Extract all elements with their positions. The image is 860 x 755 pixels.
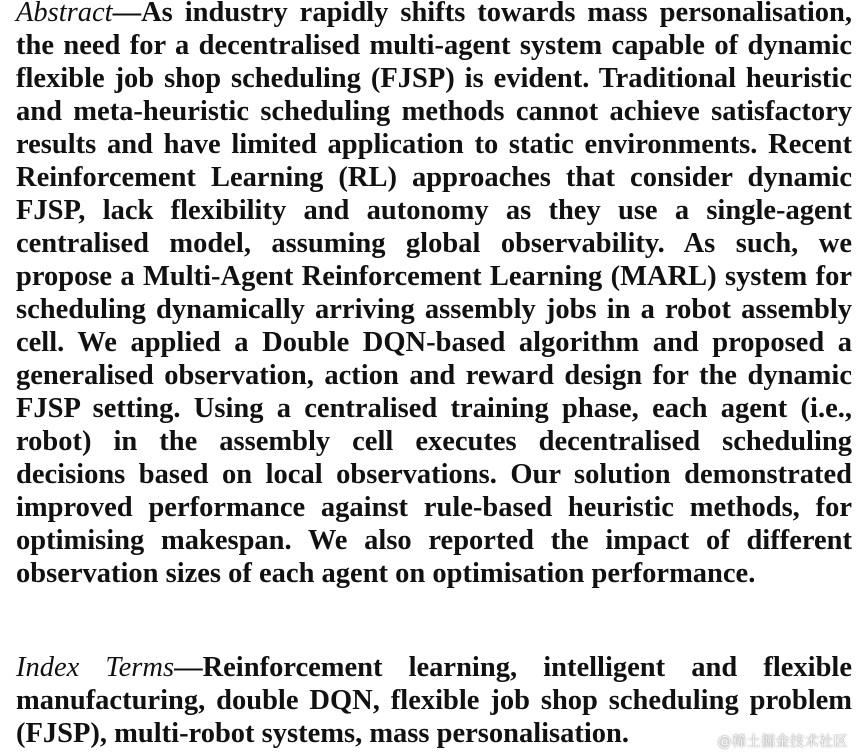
index-terms-heading: Index Terms bbox=[16, 652, 175, 683]
watermark: @稀土掘金技术社区 bbox=[717, 734, 848, 750]
abstract-separator: — bbox=[112, 0, 142, 28]
index-terms-separator: — bbox=[174, 652, 203, 683]
index-terms-body: Reinforcement learning, intelligent and flexible manufacturing, double DQN, flexible job shop scheduling problem (FJSP), multi-robot systems, mass personalisation. bbox=[16, 652, 852, 749]
abstract-paragraph bbox=[16, 0, 852, 590]
abstract-heading: Abstract bbox=[16, 0, 113, 28]
abstract-body: As industry rapidly shifts towards mass personalisation, the need for a decentralised multi-agent system capable of dynamic flexible job shop scheduling (FJSP) is evident. Traditional heuristic and meta-heuristic scheduling methods cannot achieve satisfactory results and have limited application to static environments. Recent Reinforcement Learning (RL) approaches that consider dynamic FJSP, lack flexibility and autonomy as they use a single-agent centralised model, assuming global observability. As such, we propose a Multi-Agent Reinforcement Learning (MARL) system for scheduling dynamically arriving assembly jobs in a robot assembly cell. We applied a Double DQN-based algorithm and proposed a generalised observation, action and reward design for the dynamic FJSP setting. Using a centralised training phase, each agent (i.e., robot) in the assembly cell executes decentralised scheduling decisions based on local observations. Our solution demonstrated improved performance against rule-based heuristic methods, for optimising makespan. We also reported the impact of different observation sizes of each agent on optimisation performance. bbox=[16, 0, 852, 589]
